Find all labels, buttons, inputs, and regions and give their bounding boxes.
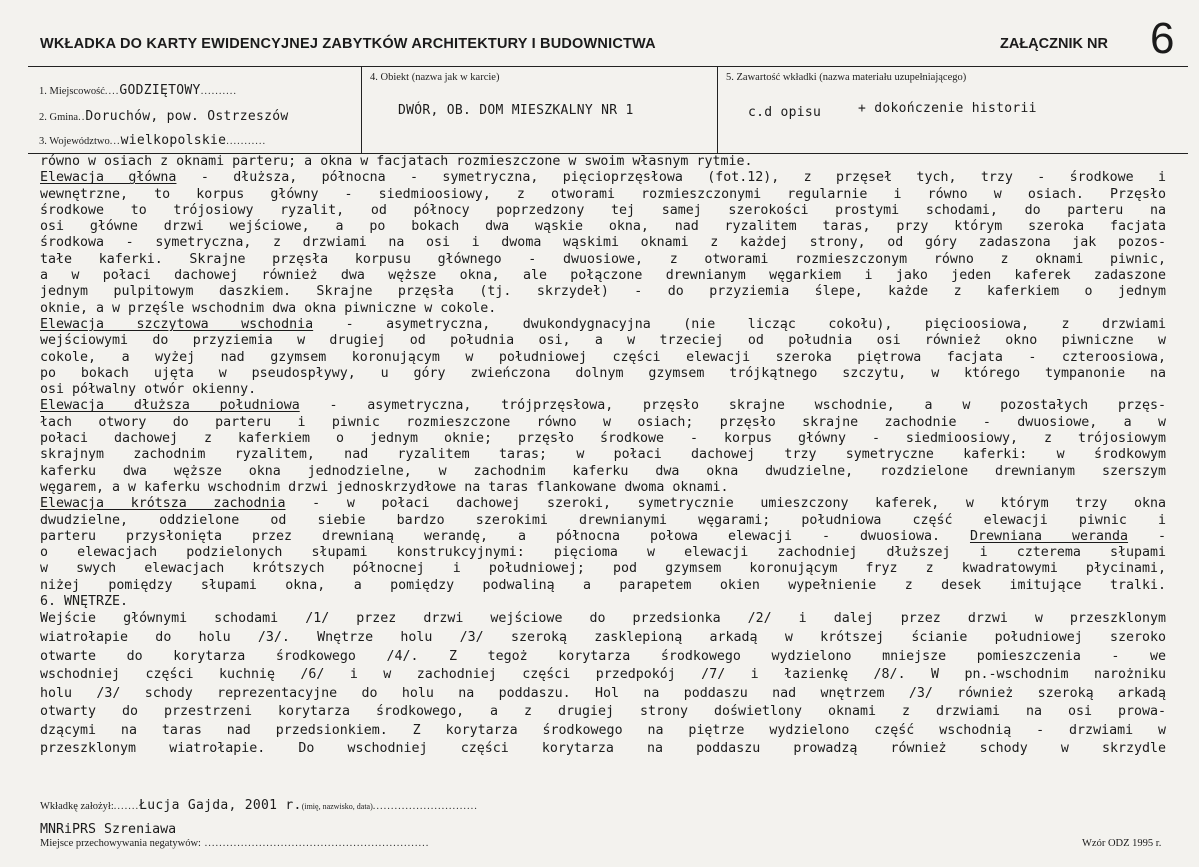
text-line: Elewacja główna - dłuższa, północna - symetryczna, pięcioprzęsłowa (fot.12), z przęseł tych, trzy - środkowe i	[40, 170, 1166, 186]
description-text	[40, 154, 1166, 759]
voivodeship-label: 3. Województwo	[39, 136, 110, 147]
text-line: skrajnym zachodnim ryzalitem, nad ryzalitem taras; w połaci dachowej trzy symetryczne kaferki: w środkowym	[40, 447, 1166, 463]
commune-field: 2. Gmina..Doruchów, pow. Ostrzeszów	[39, 109, 289, 124]
text-line: łach otwory do parteru i piwnic rozmieszczone równo w osiach; przęsło skrajne zachodnie - dwuosiowe, a w	[40, 414, 1166, 430]
text-line: Elewacja krótsza zachodnia - w połaci dachowej szeroki, symetrycznie umieszczony kaferek, w którym trzy okna	[40, 496, 1166, 512]
text-line: tałe kaferki. Skrajne przęsła korpusu głównego - dwuosiowe, z otworami rozmieszczonym równo z oknami piwnic,	[40, 251, 1166, 267]
text-line: cokole, a wyżej nad gzymsem koronującym w południowej części elewacji szeroka piętrowa facjata - czteroosiowa,	[40, 349, 1166, 365]
text-line: parteru przysłonięta przez drewnianą werandę, a północna połowa elewacji - dwuosiowa. Drewniana weranda -	[40, 528, 1166, 544]
text-line: a w połaci dachowej również dwa węższe okna, ale połączone drewnianym węgarkiem i jako jeden kaferek zadaszone	[40, 268, 1166, 284]
text-line: otwarty do przestrzeni korytarza środkowego, a z drugiej strony doświetlony oknami z drzwiami na osi prowa-	[40, 704, 1166, 720]
object-value: DWÓR, OB. DOM MIESZKALNY NR 1	[398, 103, 634, 118]
section-heading: Elewacja krótsza zachodnia	[40, 496, 286, 512]
text-line: holu /3/ schody reprezentacyjne do holu na poddaszu. Hol na poddaszu nad wnętrzem /3/ również szeroką arkadą	[40, 685, 1166, 701]
text-line: niżej pomiędzy słupami okna, a pomiędzy podwaliną a parapetem okien wypełnienie z desek imitujące tralki.	[40, 577, 1166, 593]
voivodeship-value: wielkopolskie	[120, 133, 227, 148]
form-model: Wzór ODZ 1995 r.	[1082, 838, 1162, 849]
text-line: przeszklonym wiatrołapie. Do wschodniej części korytarza na poddaszu prowadzą również schody w skrzydle	[40, 741, 1166, 757]
author-note: (imię, nazwisko, data)	[301, 802, 373, 811]
content-value-1: c.d opisu	[748, 105, 822, 120]
text-line: środkowa - symetryczna, z drzwiami na osi i dwoma wąskimi oknami z każdej strony, od góry zadaszona jak pozos-	[40, 235, 1166, 251]
object-label: 4. Obiekt (nazwa jak w karcie)	[370, 72, 500, 83]
section-heading: Elewacja szczytowa wschodnia	[40, 316, 314, 332]
text-line: równo w osiach z oknami parteru; a okna w facjatach rozmieszczone w swoim własnym rytmie.	[40, 154, 753, 169]
form-title: WKŁADKA DO KARTY EWIDENCYJNEJ ZABYTKÓW ARCHITEKTURY I BUDOWNICTWA	[40, 36, 656, 52]
header-fields-box	[28, 66, 1188, 154]
text-line: połaci dachowej z kaferkiem o jednym oknie; przęsło środkowe - korpus główny - siedmioosiowy, z trójosiowym	[40, 431, 1166, 447]
content-label: 5. Zawartość wkładki (nazwa materiału uzupełniającego)	[726, 72, 967, 83]
content-value-2: + dokończenie historii	[858, 101, 1037, 116]
field-divider	[717, 67, 718, 153]
text-line: oknie, a w przęśle wschodnim dwa okna piwniczne w cokole.	[40, 300, 497, 316]
text-line: Elewacja szczytowa wschodnia - asymetryczna, dwukondygnacyjna (nie licząc cokołu), pięcioosiowa, z drzwiami	[40, 316, 1166, 332]
commune-value: Doruchów, pow. Ostrzeszów	[85, 109, 289, 124]
section-heading: Elewacja dłuższa południowa	[40, 398, 300, 414]
text-line: otwarte do korytarza środkowego /4/. Z tegoż korytarza środkowego wydzielono mniejsze pomieszczenia - we	[40, 648, 1166, 664]
text-line: jednym pulpitowym daszkiem. Skrajne przęsła (tj. skrzydeł) - do przyziemia ślepe, każde z kaferkiem o jednym	[40, 284, 1166, 300]
text-line: wejściowymi do przyziemia w drugiej od południa osi, a w trzeciej od południa osi również okno piwniczne w	[40, 333, 1166, 349]
locality-value: GODZIĘTOWY	[119, 83, 201, 98]
locality-label: 1. Miejscowość	[39, 86, 105, 97]
text-line: środkowe to trójosiowy ryzalit, od północy poprzedzony tej samej szerokości prostymi schodami, do parteru na	[40, 202, 1166, 218]
negatives-place: MNRiPRS Szreniawa	[40, 822, 177, 837]
field-divider	[361, 67, 362, 153]
text-line: dwudzielne, oddzielone od siebie bardzo szerokimi drewnianymi węgarami; południowa część elewacji piwnic i	[40, 512, 1166, 528]
text-line: o elewacjach podzielonych słupami konstrukcyjnymi: pięcioma w elewacji zachodniej dłuższej i czterema słupami	[40, 545, 1166, 561]
text-line: Wejście głównymi schodami /1/ przez drzwi wejściowe do przedsionka /2/ i dalej przez drzwi w przeszklonym	[40, 611, 1166, 627]
section-heading: Elewacja główna	[40, 170, 177, 186]
author-value: Łucja Gajda, 2001 r.	[139, 798, 302, 813]
text-line: węgarem, a w kaferku wschodnim drzwi jednoskrzydłowe na taras flankowane dwoma oknami.	[40, 479, 729, 495]
section-heading: Drewniana weranda	[969, 528, 1129, 544]
text-line: osi główne drzwi wejściowe, a po bokach dwa wąskie okna, nad ryzalitem taras, przy którym szeroka facjata	[40, 219, 1166, 235]
commune-label: 2. Gmina	[39, 112, 79, 123]
text-line: kaferku dwa węższe okna jednodzielne, w zachodnim kaferku dwa okna dwudzielne, rozdzielone drewnianym szerszym	[40, 463, 1166, 479]
text-line: dzącymi na taras nad przedsionkiem. Z korytarza środkowego na piętrze wydzielono część wschodnią - drzwiami w	[40, 722, 1166, 738]
negatives-field: Miejsce przechowywania negatywów: ..............................................................	[40, 838, 430, 849]
author-field: Wkładkę założył:.......Łucja Gajda, 2001 r.(imię, nazwisko, data).............................	[40, 798, 478, 813]
locality-field: 1. Miejscowość....GODZIĘTOWY..........	[39, 83, 237, 98]
text-line: Elewacja dłuższa południowa - asymetryczna, trójprzęsłowa, przęsło skrajne wschodnie, a w pozostałych przęs-	[40, 398, 1166, 414]
attachment-label: ZAŁĄCZNIK NR	[1000, 36, 1108, 52]
attachment-number: 6	[1150, 14, 1175, 63]
text-line: wiatrołapie do holu /3/. Wnętrze holu /3/ szeroką zasklepioną arkadą w krótszej ścianie południowej szeroko	[40, 629, 1166, 645]
negatives-label: Miejsce przechowywania negatywów:	[40, 838, 201, 849]
author-label: Wkładkę założył:	[40, 801, 114, 812]
text-line: wewnętrzne, to korpus główny - siedmioosiowy, z otworami rozmieszczonymi regularnie i równo w osiach. Przęsło	[40, 186, 1166, 202]
text-line: wschodniej części kuchnię /6/ i w zachodniej części przedpokój /7/ i łazienkę /8/. W pn.-wschodnim narożniku	[40, 667, 1166, 683]
text-line: po bokach ujęta w pseudospływy, u góry zwieńczona dolnym gzymsem trójkątnego szczytu, w którego tympanonie na	[40, 365, 1166, 381]
voivodeship-field: 3. Województwo...wielkopolskie...........	[39, 133, 267, 148]
text-line: osi półwalny otwór okienny.	[40, 382, 257, 398]
text-line: w swych elewacjach krótszych północnej i południowej; pod gzymsem koronującym fryz z kwadratowymi płycinami,	[40, 561, 1166, 577]
section-heading: 6. WNĘTRZE.	[40, 594, 129, 610]
